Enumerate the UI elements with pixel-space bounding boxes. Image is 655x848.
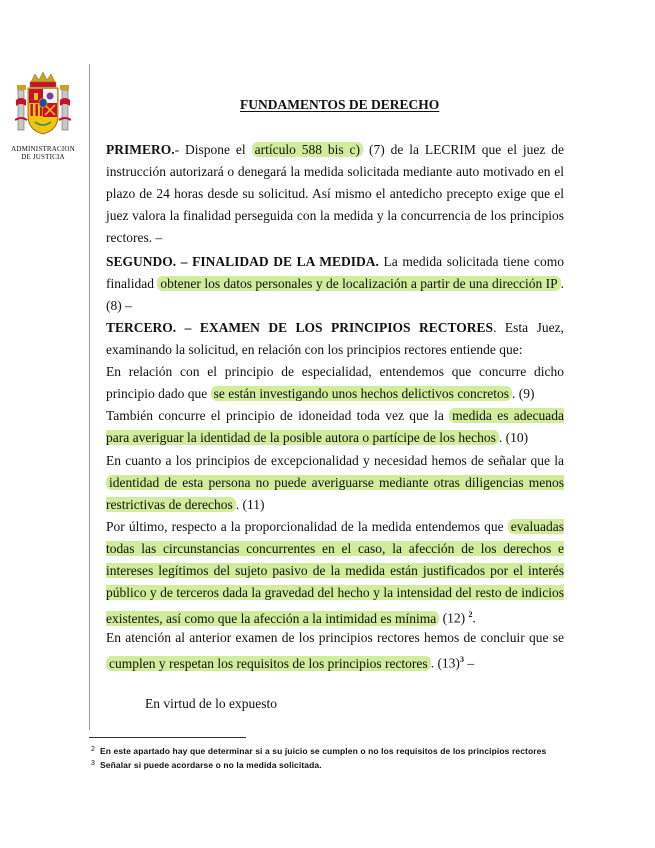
conclusion-text-2: . (13) xyxy=(430,655,460,671)
footnote-ref-2[interactable]: 2 xyxy=(468,610,473,619)
highlight-proporcionalidad: evaluadas todas las circunstancias concurrentes en el caso, la afección de los derechos e intereses legítimos del sujeto pasivo de la medida están justificados por el interés público y de terceros dada la gravedad del hecho y la intensidad del resto de indicios existentes, así como que la afección a la intimidad es mínima xyxy=(106,519,564,626)
coat-of-arms-icon xyxy=(15,70,71,142)
footnote-text: En este apartado hay que determinar si a su juicio se cumplen o no los requisitos de los principios rectores xyxy=(100,746,547,756)
footnote-number: 3 xyxy=(91,760,95,767)
proporcionalidad-text-3: . xyxy=(472,610,476,626)
highlight-excepcionalidad: identidad de esta persona no puede averiguarse mediante otras diligencias menos restrictivas de derechos xyxy=(106,475,564,512)
excepcionalidad-text-1: En cuanto a los principios de excepcionalidad y necesidad hemos de señalar que la xyxy=(106,453,564,468)
tercero-text-1: . Esta Juez, examinando la solicitud, en relación con los principios rectores entiende que: xyxy=(106,320,564,357)
tercero-label: TERCERO. – EXAMEN DE LOS PRINCIPIOS RECTORES xyxy=(106,320,494,335)
logo-caption-line2: DE JUSTICIA xyxy=(21,153,65,161)
highlight-idoneidad: medida es adecuada para averiguar la identidad de la posible autora o partícipe de los hechos xyxy=(106,408,564,445)
primero-text-1: - Dispone el xyxy=(174,142,252,157)
especialidad-text-2: . (9) xyxy=(512,386,535,401)
logo-caption xyxy=(10,145,76,161)
segundo-text-2: . (8) – xyxy=(106,276,565,313)
excepcionalidad-text-2: . (11) xyxy=(235,497,265,512)
footnote-separator xyxy=(89,737,246,738)
highlight-segundo: obtener los datos personales y de localización a partir de una dirección IP xyxy=(157,276,560,291)
paragraph-tercero xyxy=(106,317,564,361)
primero-label: PRIMERO. xyxy=(106,142,175,157)
primero-text-2: (7) de la LECRIM que el juez de instrucción autorizará o denegará la medida solicitada mediante auto motivado en el plazo de 24 horas desde su solicitud. Así mismo el antedicho precepto exige que el juez valora la finalidad perseguida con la medida y la concurrencia de los principios rectores. – xyxy=(106,142,564,245)
highlight-especialidad: se están investigando unos hechos delictivos concretos xyxy=(211,386,512,401)
proporcionalidad-text-2: (12) xyxy=(439,610,469,626)
paragraph-segundo xyxy=(106,251,564,317)
en-virtud-line: En virtud de lo expuesto xyxy=(145,696,277,711)
footnote-3 xyxy=(91,760,322,770)
conclusion-text-1: En atención al anterior examen de los principios rectores hemos de concluir que se xyxy=(106,630,564,645)
page-title: FUNDAMENTOS DE DERECHO xyxy=(240,97,440,112)
paragraph-idoneidad xyxy=(106,405,564,449)
idoneidad-text-2: . (10) xyxy=(498,430,529,445)
footnote-text: Señalar si puede acordarse o no la medida solicitada. xyxy=(100,760,322,770)
highlight-primero: artículo 588 bis c) xyxy=(252,142,363,157)
paragraph-conclusion xyxy=(106,627,564,675)
footnote-2 xyxy=(91,746,546,756)
paragraph-proporcionalidad xyxy=(106,516,564,630)
proporcionalidad-text-1: Por último, respecto a la proporcionalidad de la medida entendemos que xyxy=(106,519,508,534)
especialidad-text-1: En relación con el principio de especialidad, entendemos que concurre dicho principio dado que xyxy=(106,364,564,401)
paragraph-primero xyxy=(106,139,564,249)
administracion-justicia-logo xyxy=(10,70,76,161)
margin-divider xyxy=(89,64,90,730)
idoneidad-text-1: También concurre el principio de idoneidad toda vez que la xyxy=(106,408,450,423)
footnote-ref-3[interactable]: 3 xyxy=(459,655,464,664)
segundo-text-1: La medida solicitada tiene como finalidad xyxy=(106,254,564,291)
paragraph-excepcionalidad xyxy=(106,450,564,516)
logo-caption-line1: ADMINISTRACION xyxy=(11,145,75,153)
conclusion-text-3: – xyxy=(463,655,475,671)
segundo-label: SEGUNDO. – FINALIDAD DE LA MEDIDA. xyxy=(106,254,379,269)
footnote-number: 2 xyxy=(91,746,95,753)
highlight-conclusion: cumplen y respetan los requisitos de los principios rectores xyxy=(106,656,431,671)
paragraph-especialidad xyxy=(106,361,564,405)
